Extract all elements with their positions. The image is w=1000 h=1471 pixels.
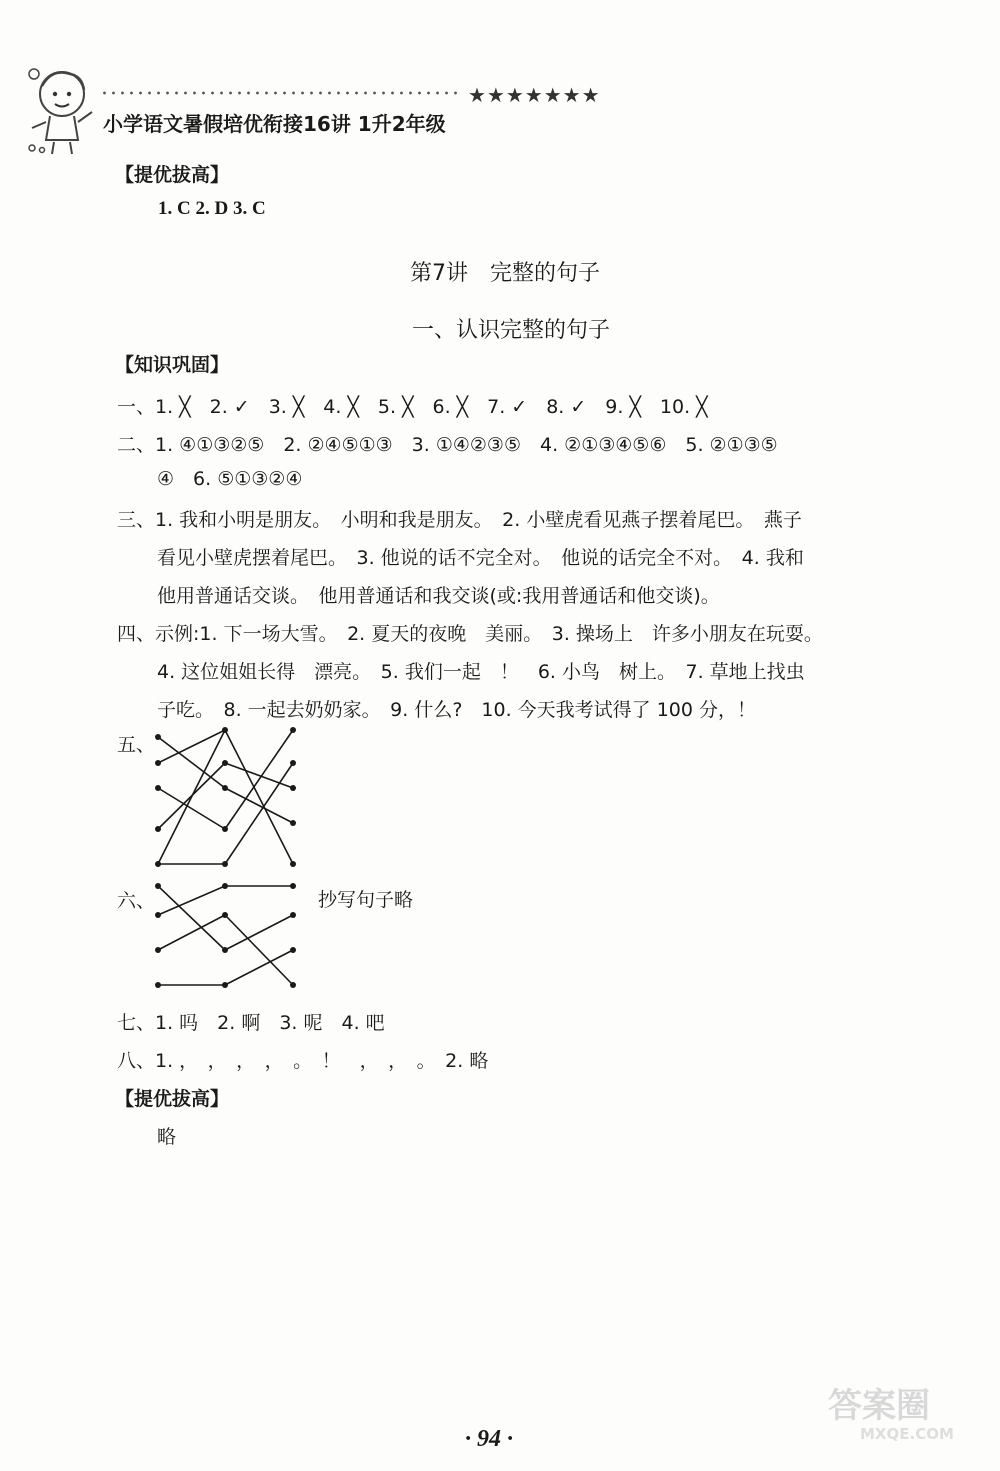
- cartoon-kid-icon: [22, 62, 102, 157]
- answer-q4-line1: 四、示例:1. 下一场大雪。 2. 夏天的夜晚 美丽。 3. 操场上 许多小朋友在玩耍。: [117, 623, 823, 645]
- answer-q2-line1: 二、1. ④①③②⑤ 2. ②④⑤①③ 3. ①④②③⑤ 4. ②①③④⑤⑥ 5. ②①③⑤: [117, 434, 778, 456]
- answer-q8: 八、1. ， ， ， ， 。 ！ ， ， 。 2. 略: [117, 1050, 489, 1072]
- answer-q1: 一、1. ╳ 2. ✓ 3. ╳ 4. ╳ 5. ╳ 6. ╳ 7. ✓ 8. ✓ 9. ╳ 10. ╳: [117, 396, 708, 418]
- header-dotted-rule: [100, 88, 460, 98]
- series-title: 小学语文暑假培优衔接16讲 1升2年级: [103, 112, 446, 136]
- q6-connectors: [158, 886, 293, 985]
- header-stars: ★★★★★★★: [468, 83, 601, 107]
- answer-q4-line3: 子吃。 8. 一起去奶奶家。 9. 什么? 10. 今天我考试得了 100 分，！: [157, 699, 757, 721]
- advanced-answers: 1. C 2. D 3. C: [158, 198, 266, 219]
- answer-q3-line1: 三、1. 我和小明是朋友。 小明和我是朋友。 2. 小壁虎看见燕子摆着尾巴。 燕子: [117, 509, 802, 531]
- answer-q6-note: 抄写句子略: [318, 889, 414, 911]
- answer-q6-label: 六、: [117, 890, 156, 912]
- answer-q2-line2: ④ 6. ⑤①③②④: [157, 468, 303, 490]
- q5-connectors: [158, 730, 293, 864]
- answer-q5-label: 五、: [117, 734, 156, 756]
- answer-q3-line3: 他用普通话交谈。 他用普通话和我交谈(或:我用普通话和他交谈)。: [157, 585, 720, 607]
- answer-q7: 七、1. 吗 2. 啊 3. 呢 4. 吧: [117, 1012, 385, 1034]
- advanced-answer-bottom: 略: [157, 1126, 177, 1148]
- answer-q3-line2: 看见小壁虎摆着尾巴。 3. 他说的话不完全对。 他说的话完全不对。 4. 我和: [157, 547, 804, 569]
- answer-q4-line2: 4. 这位姐姐长得 漂亮。 5. 我们一起 ！ 6. 小鸟 树上。 7. 草地上找虫: [157, 661, 805, 683]
- matching-lines-q6: [150, 878, 310, 990]
- page-number: · 94 ·: [465, 1426, 513, 1452]
- lecture-title: 第7讲 完整的句子: [410, 261, 600, 286]
- matching-lines-q5: [150, 725, 310, 870]
- section-label-consolidation: 【知识巩固】: [115, 354, 230, 376]
- watermark-logo: 答案圈: [828, 1386, 930, 1426]
- section-label-advanced: 【提优拔高】: [115, 164, 230, 186]
- watermark-url: MXQE.COM: [860, 1425, 954, 1443]
- section-label-advanced-bottom: 【提优拔高】: [115, 1088, 230, 1110]
- q6-dots: [155, 883, 296, 988]
- q5-dots: [155, 727, 296, 867]
- lecture-subtitle: 一、认识完整的句子: [412, 318, 611, 343]
